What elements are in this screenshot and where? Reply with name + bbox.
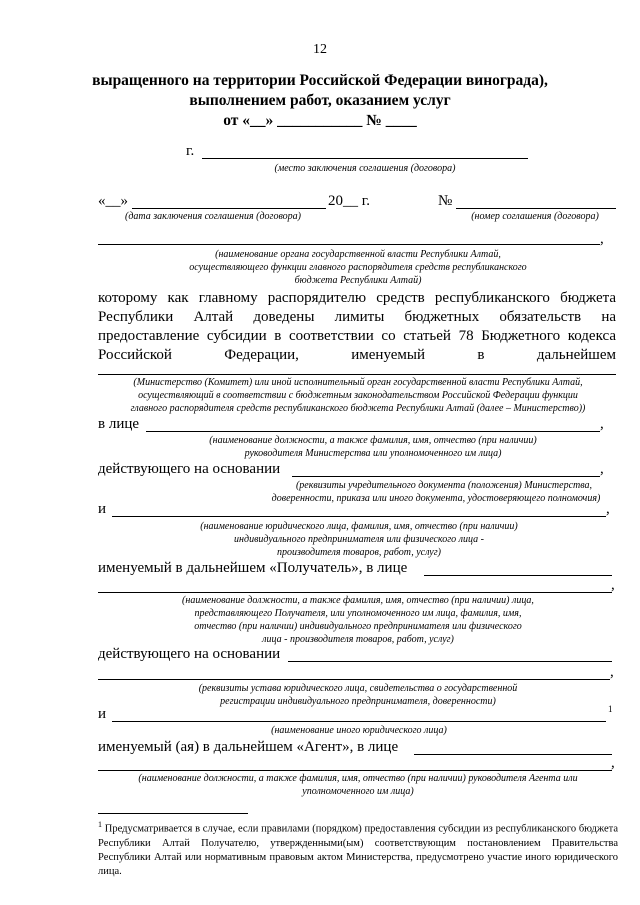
title-line-2: выполнением работ, оказанием услуг: [189, 92, 451, 109]
agent-field-1[interactable]: [414, 754, 612, 755]
basis1-field[interactable]: [292, 476, 600, 477]
recipient-label: именуемый в дальнейшем «Получатель», в лице: [98, 560, 408, 576]
number-field[interactable]: [456, 208, 616, 209]
basis2-caption-2: регистрации индивидуального предпринимателя, доверенности): [220, 696, 496, 707]
rep1-caption-1: (наименование должности, а также фамилия, имя, отчество (при наличии): [209, 435, 537, 446]
footnote-text: Предусматривается в случае, если правилами (порядком) предоставления субсидии из республиканского бюджета Республики Алтай Получателю, утвержденными(ым) соответствующим постановлением Правительства Республики Алтай или нормативным правовым актом Министерства, предусмотрено участие иного юридического лица.: [98, 823, 618, 877]
party-caption-2: индивидуального предпринимателя или физического лица -: [234, 534, 484, 545]
basis1-comma: ,: [600, 461, 604, 477]
other-field[interactable]: [112, 721, 606, 722]
ministry-caption-2: осуществляющий в соответствии с бюджетным законодательством Российской Федерации функции: [138, 390, 578, 401]
basis2-field-1[interactable]: [288, 661, 612, 662]
basis2-field-2[interactable]: [98, 679, 610, 680]
date-year: 20__ г.: [328, 193, 370, 209]
place-caption: (место заключения соглашения (договора): [274, 163, 456, 174]
agent-caption-2: уполномоченного им лица): [302, 786, 414, 797]
agent-field-2[interactable]: [98, 770, 612, 771]
rep1-field[interactable]: [146, 431, 600, 432]
other-label: и: [98, 706, 107, 722]
ministry-caption-1: (Министерство (Комитет) или иной исполнительный орган государственной власти Республики Алтай,: [133, 377, 583, 388]
paragraph-line-1: которому как главному распорядителю средств республиканского бюджета: [98, 290, 616, 306]
paragraph-line-3: предоставление субсидии в соответствии со статьей 78 Бюджетного кодекса: [98, 328, 616, 344]
party-caption-1: (наименование юридического лица, фамилия, имя, отчество (при наличии): [200, 521, 518, 532]
number-sign: №: [438, 193, 453, 209]
date-caption: (дата заключения соглашения (договора): [125, 211, 301, 222]
basis1-caption-1: (реквизиты учредительного документа (положения) Министерства,: [295, 480, 593, 491]
place-prefix: г.: [186, 143, 195, 159]
other-footnote-mark: 1: [608, 704, 613, 714]
basis1-label: действующего на основании: [98, 461, 281, 477]
recipient-field-2[interactable]: [98, 592, 612, 593]
other-caption: (наименование иного юридического лица): [271, 725, 447, 736]
party-label: и: [98, 501, 107, 517]
rep1-comma: ,: [600, 416, 604, 432]
rep1-caption-2: руководителя Министерства или уполномоченного им лица): [244, 448, 502, 459]
recipient-field-1[interactable]: [424, 575, 612, 576]
recipient-caption-1: (наименование должности, а также фамилия, имя, отчество (при наличии) лица,: [182, 595, 534, 606]
ministry-caption-3: главного распорядителя средств республиканского бюджета Республики Алтай (далее – Министерство)): [130, 403, 586, 414]
footnote-separator: [98, 813, 248, 814]
organ-comma: ,: [600, 231, 604, 247]
basis2-label: действующего на основании: [98, 646, 281, 662]
paragraph-line-4: Российской Федерации, именуемый в дальнейшем: [98, 347, 616, 363]
party-field[interactable]: [112, 516, 606, 517]
basis2-comma: ,: [610, 664, 614, 680]
ministry-field[interactable]: [98, 374, 616, 375]
agent-label: именуемый (ая) в дальнейшем «Агент», в лице: [98, 739, 399, 755]
date-day: «__»: [98, 193, 128, 209]
basis2-caption-1: (реквизиты устава юридического лица, свидетельства о государственной: [198, 683, 518, 694]
footnote-mark: 1: [98, 820, 102, 829]
recipient-comma: ,: [611, 577, 615, 593]
rep1-label: в лице: [98, 416, 140, 432]
recipient-caption-3: отчество (при наличии) индивидуального предпринимателя или физического: [194, 621, 522, 632]
organ-caption-3: бюджета Республики Алтай): [294, 275, 422, 286]
recipient-caption-4: лица - производителя товаров, работ, услуг): [262, 634, 454, 645]
number-caption: (номер соглашения (договора): [471, 211, 599, 222]
party-caption-3: производителя товаров, работ, услуг): [277, 547, 441, 558]
title-line-3: от «__» ___________ № ____: [223, 112, 417, 129]
footnote: [98, 818, 618, 879]
organ-caption-2: осуществляющего функции главного распорядителя средств республиканского: [189, 262, 527, 273]
recipient-caption-2: представляющего Получателя, или уполномоченного им лица, фамилия, имя,: [194, 608, 522, 619]
agent-comma: ,: [611, 755, 615, 771]
organ-caption-1: (наименование органа государственной власти Республики Алтай,: [215, 249, 501, 260]
date-field[interactable]: [132, 208, 326, 209]
paragraph-line-2: Республики Алтай доведены лимиты бюджетных обязательств на: [98, 309, 616, 325]
place-field[interactable]: [202, 158, 528, 159]
organ-field[interactable]: [98, 244, 600, 245]
basis1-caption-2: доверенности, приказа или иного документа, удостоверяющего полномочия): [271, 493, 601, 504]
agent-caption-1: (наименование должности, а также фамилия, имя, отчество (при наличии) руководителя Агента или: [138, 773, 578, 784]
title-line-1: выращенного на территории Российской Федерации винограда),: [92, 72, 548, 89]
page-number: 12: [313, 42, 327, 57]
party-comma: ,: [606, 501, 610, 517]
